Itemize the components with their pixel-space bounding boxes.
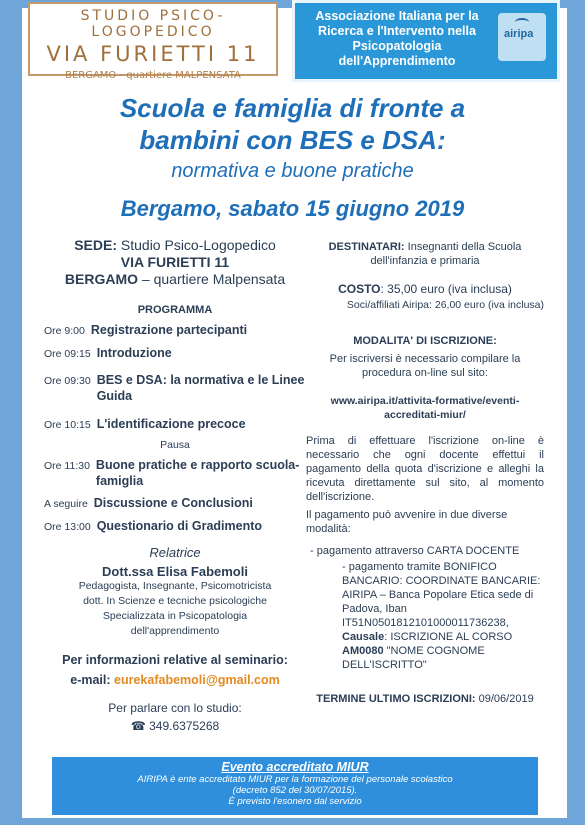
costo-label: COSTO xyxy=(338,282,381,296)
iscrizione-bonifico: - pagamento tramite BONIFICO BANCARIO: COORDINATE BANCARIE: AIRIPA – Banca Popolare Etica sede di Padova, Iban IT51N0501812101000011736238, xyxy=(342,561,541,629)
relatrice-role4: dell'apprendimento xyxy=(130,625,220,637)
airipa-mark-text: airipa xyxy=(504,28,534,40)
miur-banner xyxy=(52,757,538,815)
sede-block xyxy=(44,237,306,288)
sede-area: – quartiere Malpensata xyxy=(141,271,286,287)
program-item: Ore 9:00 Registrazione partecipanti xyxy=(44,323,248,337)
relatrice-role1: Pedagogista, Insegnante, Psicomotricista xyxy=(78,580,272,592)
email-label: e-mail: xyxy=(70,673,111,687)
termine-block xyxy=(306,692,544,706)
studio-logo-line3: BERGAMO - quartiere MALPENSATA xyxy=(65,70,241,81)
causale-text: : ISCRIZIONE AL CORSO xyxy=(384,631,513,643)
phone-line xyxy=(44,719,306,733)
event-date: Bergamo, sabato 15 giugno 2019 xyxy=(120,196,465,221)
sede-label: SEDE: xyxy=(74,237,117,253)
airipa-logo-text: Associazione Italiana per la Ricerca e l'Intervento nella Psicopatologia dell'Apprendimento xyxy=(315,9,479,68)
causale-label: Causale xyxy=(342,631,385,643)
program-item: Ore 09:15 Introduzione xyxy=(44,346,172,360)
banner-title: Evento accreditato MIUR xyxy=(221,760,369,774)
termine-date: 09/06/2019 xyxy=(478,693,534,705)
phone-number[interactable]: 349.6375268 xyxy=(149,719,220,733)
causale-name: "NOME COGNOME DELL'ISCRITTO" xyxy=(342,645,485,671)
studio-logo xyxy=(28,2,278,81)
program-item: Ore 10:15 L'identificazione precoce xyxy=(44,417,246,431)
iscrizione-carta: - pagamento attraverso CARTA DOCENTE xyxy=(310,545,520,557)
banner-line3: È previsto l'esonero dal servizio xyxy=(228,796,362,807)
termine-label: TERMINE ULTIMO ISCRIZIONI: xyxy=(316,693,476,705)
destinatari-block xyxy=(306,240,544,268)
destinatari-label: DESTINATARI: xyxy=(328,241,405,253)
studio-logo-line1: STUDIO PSICO-LOGOPEDICO xyxy=(80,8,226,40)
studio-contact-label: Per parlare con lo studio: xyxy=(108,701,242,715)
email-link[interactable]: eurekafabemoli@gmail.com xyxy=(114,673,280,687)
iscrizione-pagamento: Il pagamento può avvenire in due diverse modalità: xyxy=(306,509,508,535)
airipa-mark-icon xyxy=(498,13,546,61)
costo-soci: Soci/affiliati Airipa: 26,00 euro (iva inclusa) xyxy=(346,299,544,311)
iscrizione-text: Per iscriversi è necessario compilare la procedura on-line sul sito: xyxy=(329,353,521,379)
title-line1: Scuola e famiglia di fronte a xyxy=(119,93,466,123)
left-column xyxy=(44,237,306,733)
iscrizione-url[interactable]: www.airipa.it/attivita-formative/eventi-accreditati-miur/ xyxy=(330,395,520,421)
costo-text: : 35,00 euro (iva inclusa) xyxy=(380,282,512,296)
right-column xyxy=(306,240,544,706)
program-item: Ore 11:30 Buone pratiche e rapporto scuola-famiglia xyxy=(44,458,300,488)
relatrice-role3: Specializzata in Psicopatologia xyxy=(102,610,248,622)
iscrizione-title: MODALITA' DI ISCRIZIONE: xyxy=(353,335,497,347)
destinatari-text: Insegnanti della Scuola dell'infanzia e primaria xyxy=(370,241,522,267)
phone-icon: ☎ xyxy=(130,719,146,733)
main-title xyxy=(40,92,545,156)
iscrizione-causale xyxy=(306,630,544,672)
sede-street: VIA FURIETTI 11 xyxy=(120,254,230,270)
banner-line1: AIRIPA è ente accreditato MIUR per la formazione del personale scolastico xyxy=(137,774,453,785)
programma-title: PROGRAMMA xyxy=(137,304,213,316)
program-item: Ore 09:30 BES e DSA: la normativa e le Linee Guida xyxy=(44,373,305,403)
studio-logo-line2: VIA FURIETTI 11 xyxy=(46,42,260,66)
title-line2: bambini con BES e DSA: xyxy=(139,125,446,155)
relatrice-label: Relatrice xyxy=(149,545,201,560)
airipa-logo xyxy=(292,0,560,82)
info-heading: Per informazioni relative al seminario: xyxy=(62,653,288,667)
iscrizione-prima: Prima di effettuare l'iscrizione on-line è necessario che ogni docente effettui il pagamento della quota d'iscrizione e alleghi la ricevuta direttamente sul sito, al momento dell'iscrizione. xyxy=(306,435,544,503)
sede-city: BERGAMO xyxy=(64,271,139,287)
pausa-label: Pausa xyxy=(160,439,190,451)
program-item: A seguire Discussione e Conclusioni xyxy=(44,496,253,510)
email-line xyxy=(44,673,306,687)
program-item: Ore 13:00 Questionario di Gradimento xyxy=(44,519,262,533)
subtitle: normativa e buone pratiche xyxy=(171,160,414,182)
banner-line2: (decreto 852 del 30/07/2015). xyxy=(232,785,358,796)
causale-code: AM0080 xyxy=(342,645,384,657)
sede-name: Studio Psico-Logopedico xyxy=(120,237,276,253)
costo-block xyxy=(306,282,544,296)
relatrice-name: Dott.ssa Elisa Fabemoli xyxy=(102,564,248,579)
relatrice-role2: dott. In Scienze e tecniche psicologiche xyxy=(83,595,267,607)
